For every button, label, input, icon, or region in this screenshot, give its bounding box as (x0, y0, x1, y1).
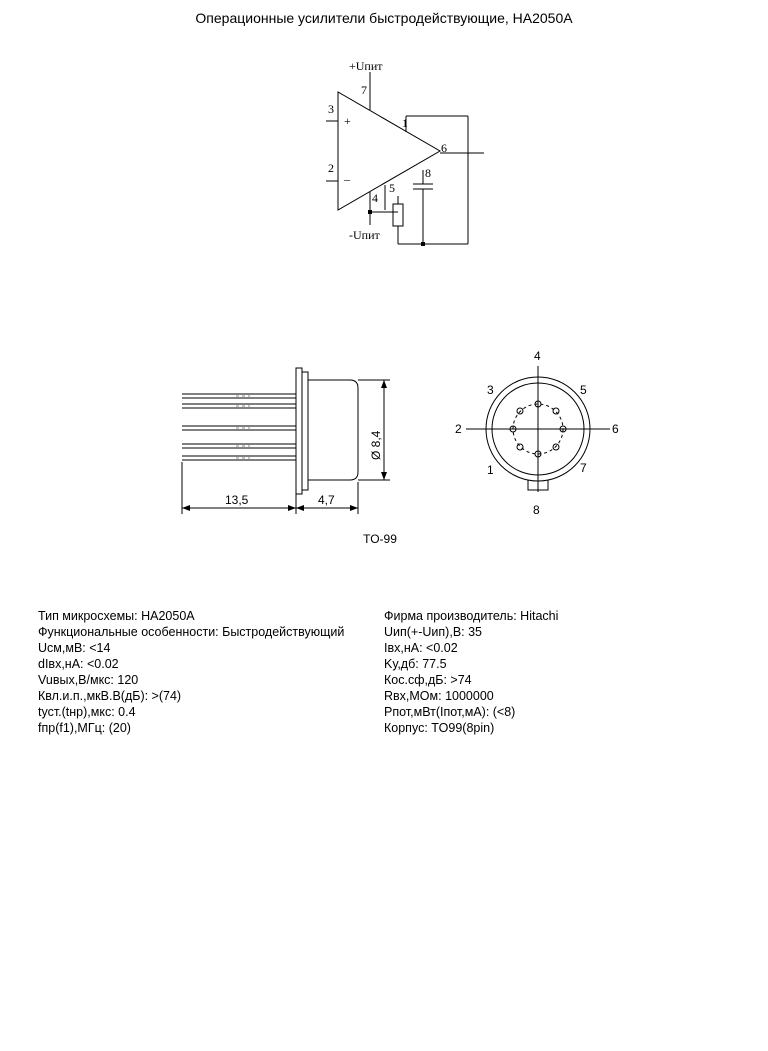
spec-line: Kу,дб: 77.5 (384, 657, 447, 671)
top-pin3: 3 (487, 383, 494, 397)
spec-line: Тип микросхемы: HA2050A (38, 609, 195, 623)
pin2-label: 2 (328, 161, 334, 175)
spec-line: dIвх,нА: <0.02 (38, 657, 119, 671)
dim-length: 13,5 (225, 493, 249, 507)
spec-line: Uип(+-Uип),В: 35 (384, 625, 483, 639)
pin4-label: 4 (372, 191, 378, 205)
top-pin6: 6 (612, 422, 619, 436)
spec-line: fпр(f1),МГц: (20) (38, 721, 131, 735)
pin8-label: 8 (425, 166, 431, 180)
minus-sign: – (344, 172, 350, 186)
vminus-label: -Uпит (349, 228, 380, 242)
resistor (393, 204, 403, 226)
spec-line: Кос.сф,дБ: >74 (384, 673, 472, 687)
top-pin4: 4 (534, 349, 541, 363)
spec-line: Фирма производитель: Hitachi (384, 609, 559, 623)
vplus-label: +Uпит (349, 59, 383, 73)
spec-line: Uсм,мВ: <14 (38, 641, 111, 655)
plus-sign: + (344, 114, 351, 128)
pin6-label: 6 (441, 141, 447, 155)
specs-left (38, 608, 344, 736)
top-pin5: 5 (580, 383, 587, 397)
spec-line: Pпот,мВт(Iпот,мА): (<8) (384, 705, 516, 719)
pin5-label: 5 (389, 181, 395, 195)
specs-right (384, 608, 558, 736)
spec-line: Iвх,нА: <0.02 (384, 641, 458, 655)
spec-line: Функциональные особенности: Быстродействующий (38, 625, 345, 639)
package-side-view (182, 368, 390, 514)
page-title: Операционные усилители быстродействующие, HA2050A (195, 10, 573, 26)
spec-line: Rвх,МОм: 1000000 (384, 689, 494, 703)
spec-line: Корпус: TO99(8pin) (384, 721, 495, 735)
top-pin2: 2 (455, 422, 462, 436)
spec-line: Квл.и.п.,мкВ.В(дБ): >(74) (38, 689, 182, 703)
spec-line: tуст.(tнр),мкс: 0.4 (38, 705, 136, 719)
pin7-label: 7 (361, 83, 367, 97)
pin1-label: 1 (402, 116, 408, 130)
package-caption: TO-99 (363, 532, 397, 546)
top-pin7: 7 (580, 461, 587, 475)
top-pin8: 8 (533, 503, 540, 517)
pin3-label: 3 (328, 102, 334, 116)
dim-diameter: Ø 8,4 (369, 430, 383, 460)
spec-line: Vuвых,В/мкс: 120 (38, 673, 139, 687)
top-pin1: 1 (487, 463, 494, 477)
dim-body: 4,7 (318, 493, 335, 507)
